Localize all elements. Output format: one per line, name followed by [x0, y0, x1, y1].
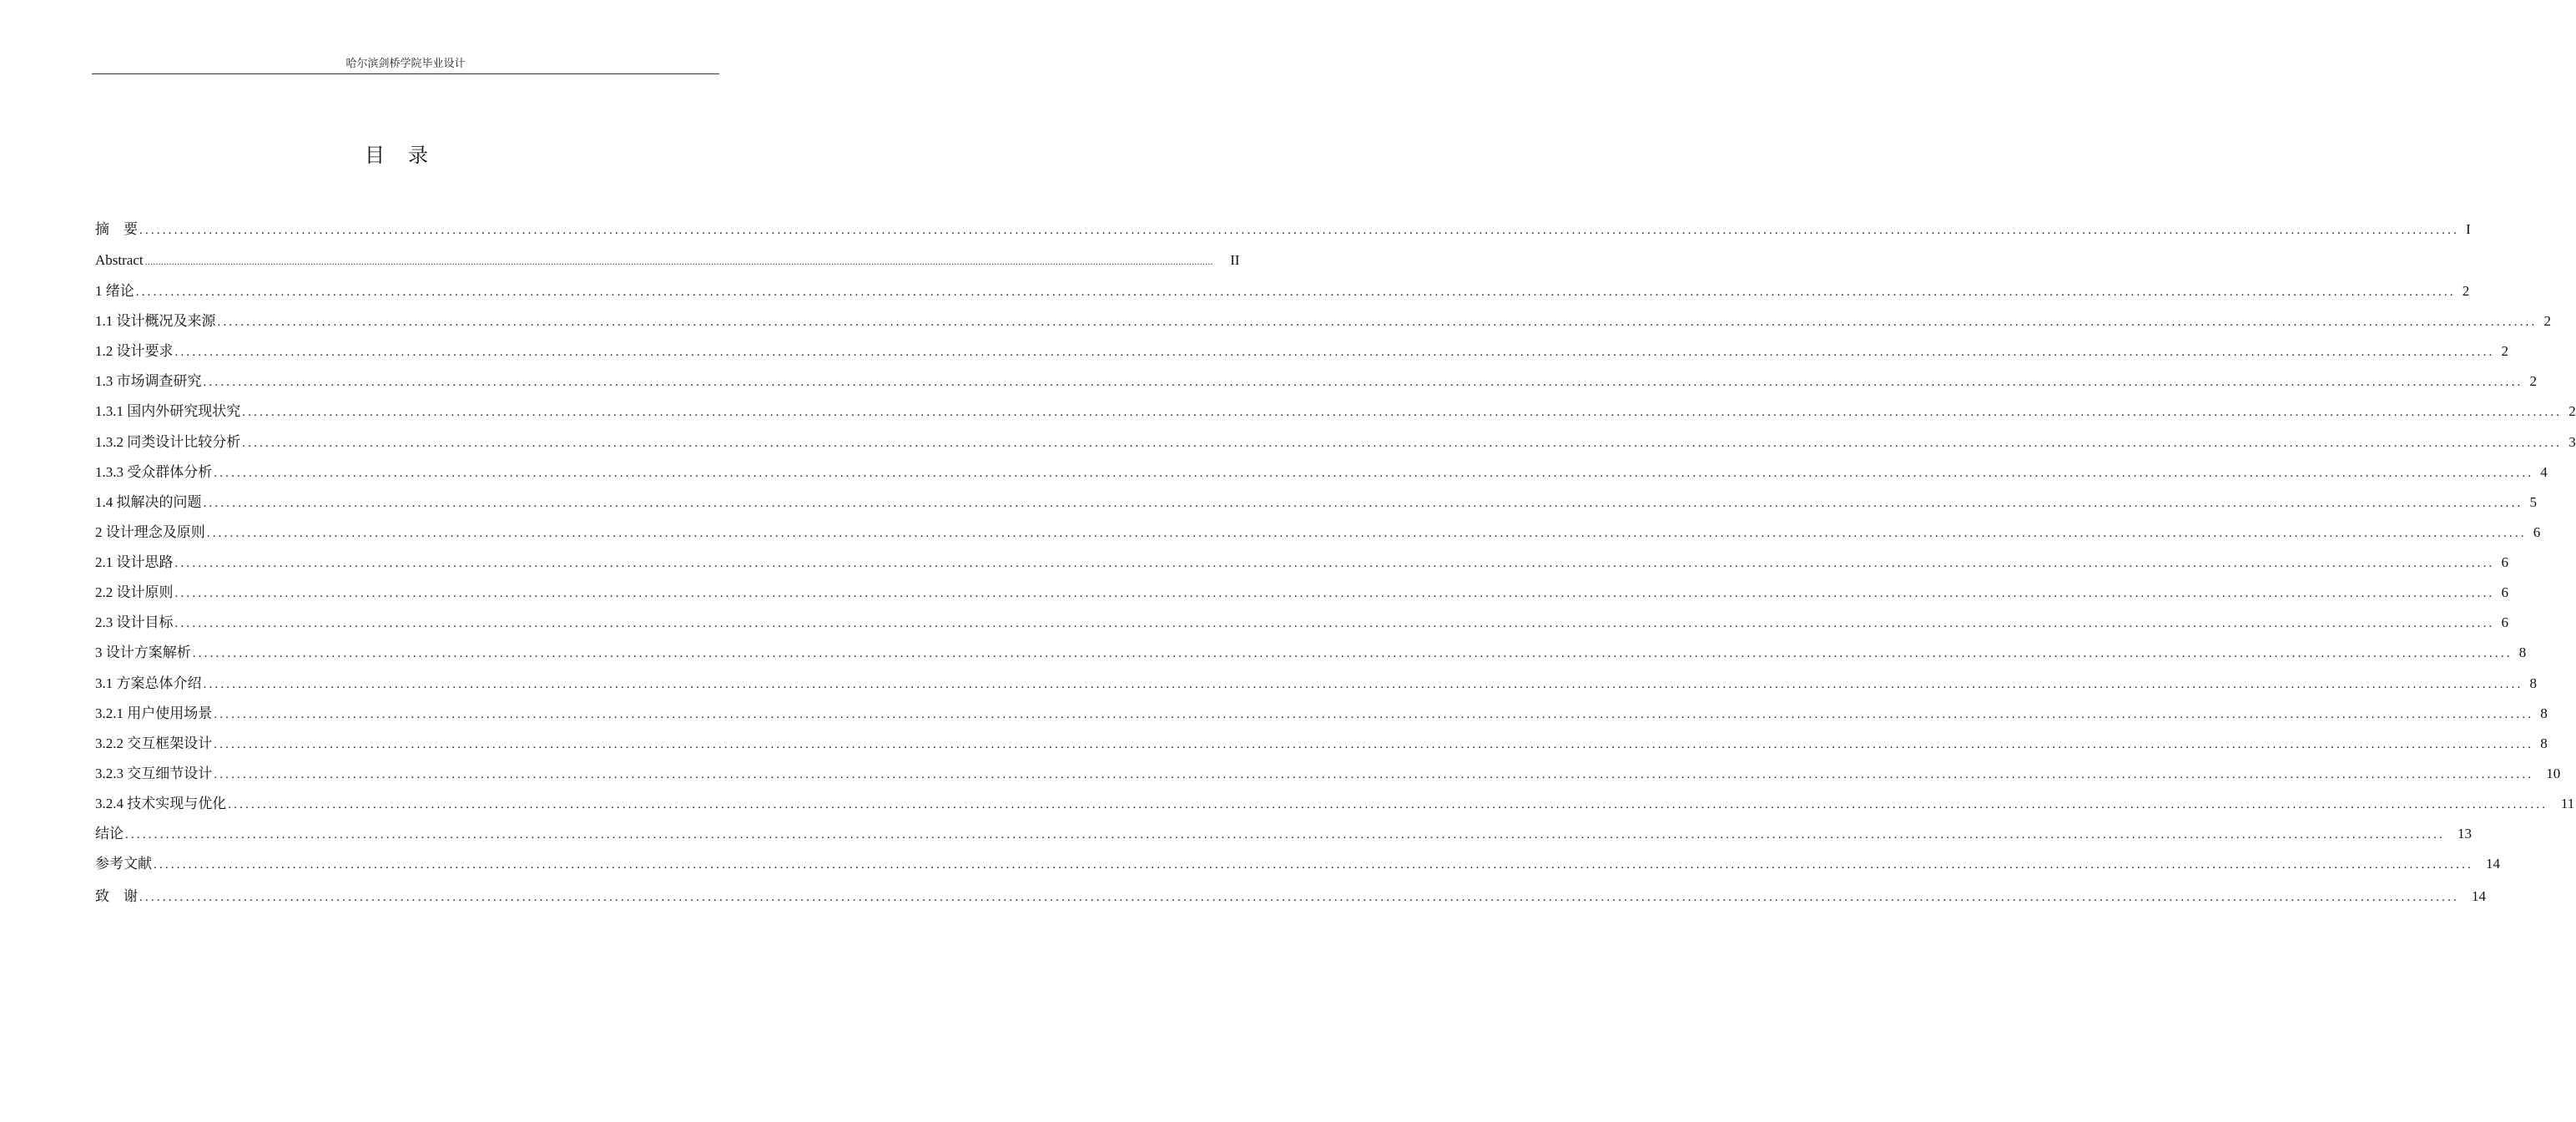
- toc-dot-leader: ................................................................................................................................................................................................................................................................................................................................................................................................................: [214, 467, 2534, 480]
- toc-entry-label: 1.1 设计概况及来源: [95, 313, 216, 329]
- toc-entry[interactable]: [95, 552, 2508, 574]
- toc-page-number: 6: [2533, 524, 2541, 540]
- title-char-1: 目: [365, 145, 385, 167]
- toc-page-number: 2: [2462, 283, 2470, 299]
- toc-page-number: 2: [2501, 343, 2508, 359]
- page-title: [0, 142, 793, 170]
- toc-dot-leader: ................................................................................................................................................................................................................................................................................................................................................................................................................: [192, 647, 2513, 660]
- toc-entry[interactable]: [95, 311, 2551, 332]
- toc-dot-leader: ................................................................................................................................................................................................................................................................................................................................................................................................................: [139, 891, 2459, 904]
- toc-entry-label: 2.2 设计原则: [95, 584, 174, 600]
- toc-page-number: 14: [2472, 888, 2486, 904]
- toc-entry[interactable]: [95, 763, 2561, 785]
- toc-entry-label: 致 谢: [95, 888, 138, 904]
- toc-page-number: II: [1230, 252, 1240, 268]
- toc-entry[interactable]: [95, 823, 2472, 845]
- toc-entry-label: 1.2 设计要求: [95, 343, 174, 359]
- toc-page-number: 4: [2540, 464, 2548, 480]
- toc-entry-label: 摘 要: [95, 221, 138, 237]
- toc-dot-leader: ................................................................................................................................................................................................................................................................................................................................................................................................................: [174, 557, 2495, 570]
- toc-page-number: 2: [2543, 313, 2551, 329]
- toc-dot-leader: ................................................................................................................................................................................................................................................................................................................................................................................................................: [206, 527, 2527, 540]
- toc-dot-leader: ................................................................................................................................................................................................................................................................................................................................................................................................................: [228, 798, 2548, 811]
- toc-entry[interactable]: [95, 642, 2527, 664]
- toc-page-number: 3: [2568, 434, 2576, 450]
- toc-page-number: 6: [2501, 614, 2508, 630]
- toc-page-number: 2: [2568, 403, 2576, 419]
- toc-entry[interactable]: [95, 612, 2508, 634]
- title-char-2: 录: [408, 145, 428, 167]
- toc-dot-leader: ................................................................................................................................................................................................................................................................................................................................................................................................................: [174, 346, 2495, 359]
- toc-entry-label: 3.2.2 交互框架设计: [95, 735, 213, 751]
- toc-dot-leader: ................................................................................................................................................................................................................................................................................................................................................................................................................: [174, 587, 2495, 600]
- toc-page-number: 6: [2501, 554, 2508, 570]
- toc-entry-label: 2.3 设计目标: [95, 614, 174, 630]
- toc-dot-leader: ................................................................................................................................................................................................................................................................................................................................................................................................................: [139, 224, 2459, 237]
- toc-page-number: 11: [2560, 796, 2575, 811]
- toc-entry-label: 3.2.1 用户使用场景: [95, 705, 213, 721]
- toc-dot-leader: ................................................................................................................................................................................................................................................................................................................................................................................................................: [203, 376, 2523, 389]
- toc-entry[interactable]: [95, 371, 2537, 392]
- toc-entry[interactable]: [95, 462, 2548, 483]
- toc-entry[interactable]: [95, 793, 2575, 815]
- toc-entry-label: 1.3.2 同类设计比较分析: [95, 434, 241, 450]
- toc-dot-leader: ................................................................................................................................................................................................................................................................................................................................................................................................................: [154, 858, 2473, 872]
- toc-entry[interactable]: [95, 432, 2576, 453]
- toc-dot-leader: ................................................................................................................................................................................................................................................................................................................................................................................................................: [144, 255, 1213, 267]
- toc-dot-leader: ................................................................................................................................................................................................................................................................................................................................................................................................................: [242, 406, 2563, 419]
- toc-entry-label: 3.1 方案总体介绍: [95, 675, 202, 691]
- toc-entry-label: 3.2.4 技术实现与优化: [95, 796, 227, 811]
- toc-entry[interactable]: [95, 582, 2508, 604]
- toc-entry[interactable]: [95, 401, 2576, 422]
- toc-entry[interactable]: [95, 492, 2537, 513]
- toc-page-number: 8: [2540, 705, 2548, 721]
- toc-dot-leader: ................................................................................................................................................................................................................................................................................................................................................................................................................: [214, 738, 2534, 751]
- toc-page-number: 13: [2458, 826, 2472, 842]
- toc-entry[interactable]: [95, 250, 1240, 271]
- toc-entry[interactable]: [95, 219, 2471, 240]
- toc-entry[interactable]: [95, 280, 2470, 302]
- toc-entry-label: 2.1 设计思路: [95, 554, 174, 570]
- toc-entry-label: 结论: [95, 826, 124, 842]
- toc-entry-label: 1.3.1 国内外研究现状究: [95, 403, 241, 419]
- toc-page-number: 5: [2529, 494, 2537, 510]
- toc-page-number: 2: [2529, 373, 2537, 389]
- toc-entry-label: 1 绪论: [95, 283, 134, 299]
- toc-dot-leader: ................................................................................................................................................................................................................................................................................................................................................................................................................: [203, 497, 2523, 510]
- toc-entry-label: 1.3 市场调查研究: [95, 373, 202, 389]
- toc-entry[interactable]: [95, 853, 2500, 875]
- toc-entry-label: 2 设计理念及原则: [95, 524, 205, 540]
- toc-page-number: 8: [2518, 644, 2527, 660]
- toc-entry[interactable]: [95, 522, 2541, 543]
- toc-dot-leader: ................................................................................................................................................................................................................................................................................................................................................................................................................: [125, 828, 2445, 842]
- toc-entry-label: 1.4 拟解决的问题: [95, 494, 202, 510]
- toc-page-number: 10: [2546, 766, 2561, 781]
- toc-dot-leader: ................................................................................................................................................................................................................................................................................................................................................................................................................: [174, 617, 2495, 630]
- toc-dot-leader: ................................................................................................................................................................................................................................................................................................................................................................................................................: [135, 286, 2456, 299]
- page-header: [92, 55, 719, 74]
- toc-page-number: 6: [2501, 584, 2508, 600]
- toc-entry[interactable]: [95, 703, 2548, 725]
- toc-entry-label: 3 设计方案解析: [95, 644, 191, 660]
- toc-dot-leader: ................................................................................................................................................................................................................................................................................................................................................................................................................: [203, 678, 2523, 691]
- toc-entry-label: 1.3.3 受众群体分析: [95, 464, 213, 480]
- toc-entry-label: 3.2.3 交互细节设计: [95, 766, 213, 781]
- toc-page-number: 8: [2529, 675, 2537, 691]
- toc-dot-leader: ................................................................................................................................................................................................................................................................................................................................................................................................................: [217, 316, 2538, 329]
- toc-entry[interactable]: [95, 733, 2548, 755]
- toc-dot-leader: ................................................................................................................................................................................................................................................................................................................................................................................................................: [214, 768, 2534, 781]
- toc-page-number: 14: [2486, 856, 2500, 872]
- toc-entry[interactable]: [95, 673, 2537, 695]
- toc-entry-label: 参考文献: [95, 856, 152, 872]
- toc-dot-leader: ................................................................................................................................................................................................................................................................................................................................................................................................................: [214, 708, 2534, 721]
- toc-page-number: 8: [2540, 735, 2548, 751]
- toc-entry[interactable]: [95, 341, 2508, 362]
- toc-dot-leader: ................................................................................................................................................................................................................................................................................................................................................................................................................: [242, 437, 2563, 450]
- toc-entry[interactable]: [95, 886, 2486, 907]
- toc-page-number: I: [2466, 221, 2471, 237]
- toc-entry-label: Abstract: [95, 252, 144, 268]
- header-text: 哈尔滨剑桥学院毕业设计: [345, 57, 466, 69]
